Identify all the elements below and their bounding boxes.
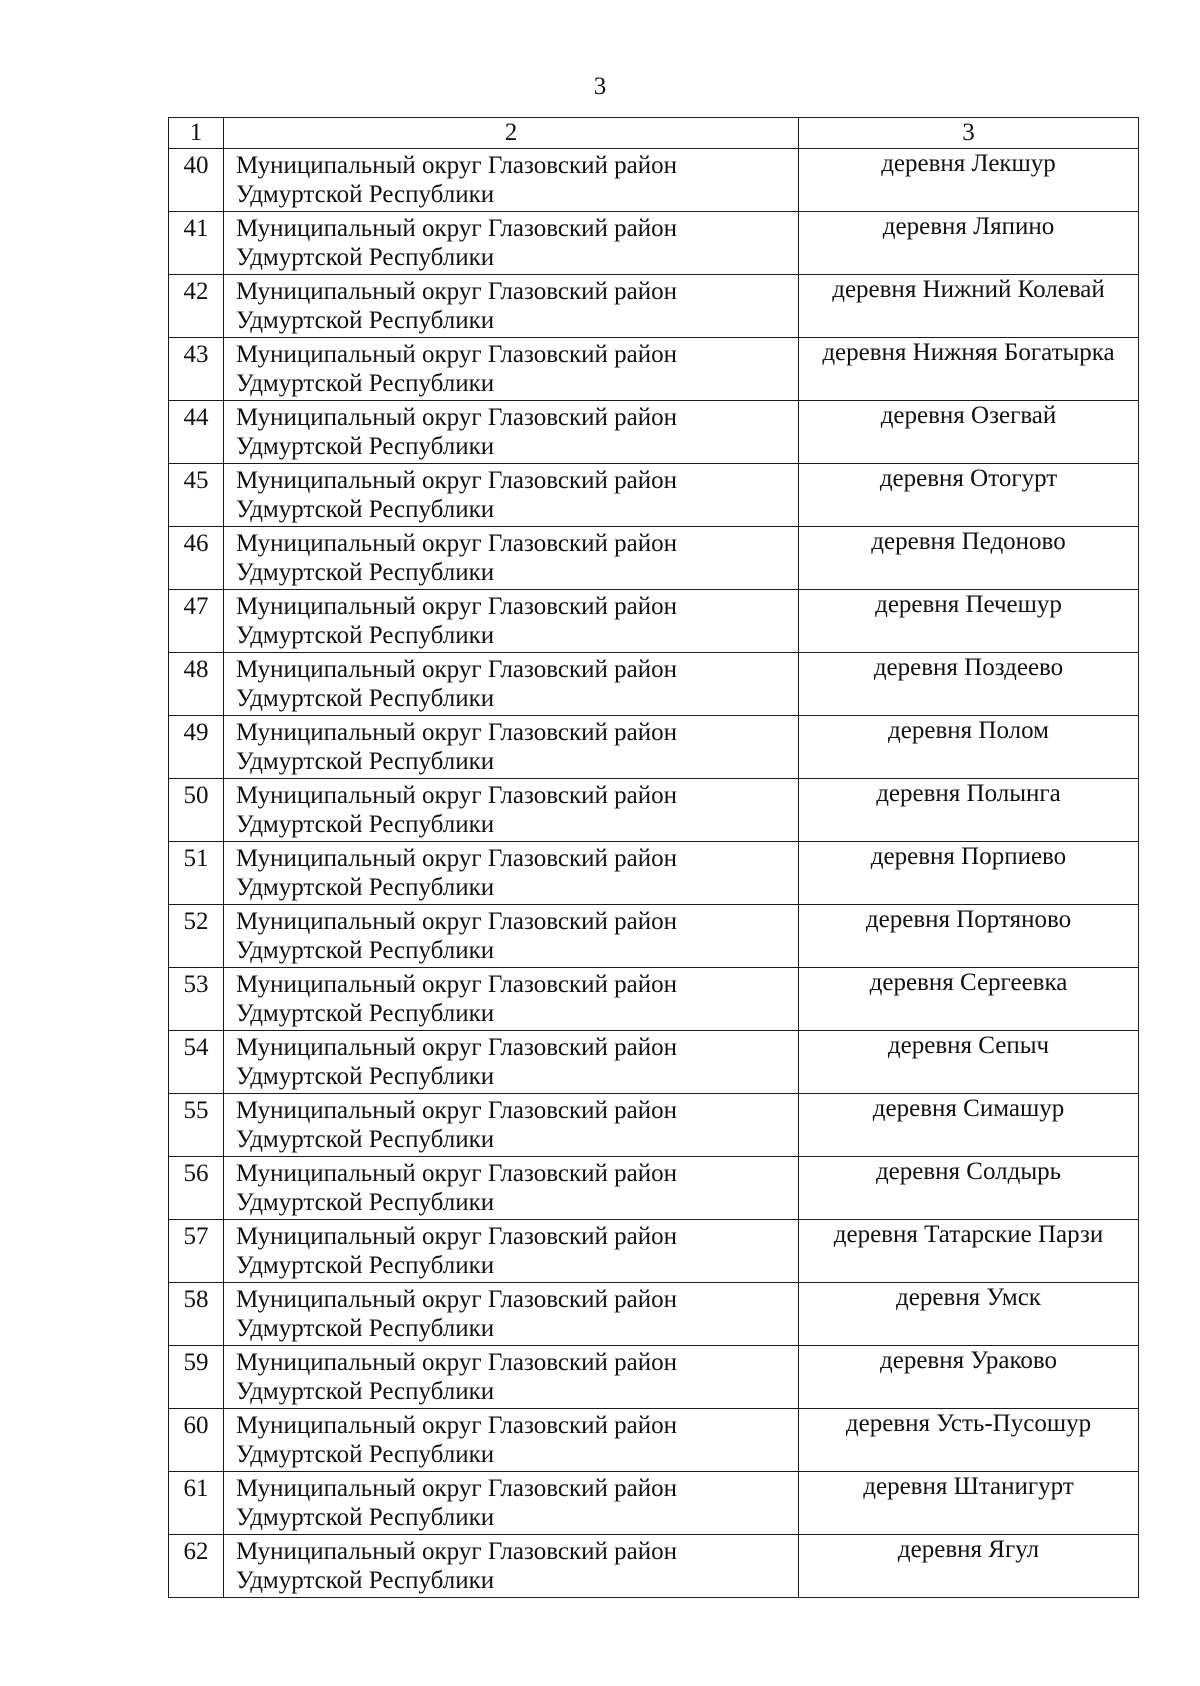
district-cell: Муниципальный округ Глазовский район Удмуртской Республики: [224, 590, 799, 653]
row-number-cell: 60: [169, 1409, 224, 1472]
row-number-cell: 51: [169, 842, 224, 905]
table-row: [169, 779, 1139, 842]
district-cell: Муниципальный округ Глазовский район Удмуртской Республики: [224, 1157, 799, 1220]
table-row: [169, 212, 1139, 275]
district-cell: Муниципальный округ Глазовский район Удмуртской Республики: [224, 464, 799, 527]
district-cell: Муниципальный округ Глазовский район Удмуртской Республики: [224, 275, 799, 338]
settlement-cell: деревня Лекшур: [799, 149, 1139, 212]
table-row: [169, 1535, 1139, 1598]
district-cell: Муниципальный округ Глазовский район Удмуртской Республики: [224, 1472, 799, 1535]
settlement-cell: деревня Нижний Колевай: [799, 275, 1139, 338]
district-cell: Муниципальный округ Глазовский район Удмуртской Республики: [224, 401, 799, 464]
settlements-table: [168, 117, 1139, 1598]
settlement-cell: деревня Педоново: [799, 527, 1139, 590]
table-row: [169, 716, 1139, 779]
table-row: [169, 653, 1139, 716]
row-number-cell: 58: [169, 1283, 224, 1346]
table-row: [169, 1409, 1139, 1472]
row-number-cell: 57: [169, 1220, 224, 1283]
settlement-cell: деревня Симашур: [799, 1094, 1139, 1157]
district-cell: Муниципальный округ Глазовский район Удмуртской Республики: [224, 212, 799, 275]
row-number-cell: 52: [169, 905, 224, 968]
district-cell: Муниципальный округ Глазовский район Удмуртской Республики: [224, 1283, 799, 1346]
settlement-cell: деревня Солдырь: [799, 1157, 1139, 1220]
row-number-cell: 40: [169, 149, 224, 212]
table-row: [169, 905, 1139, 968]
row-number-cell: 48: [169, 653, 224, 716]
district-cell: Муниципальный округ Глазовский район Удмуртской Республики: [224, 1220, 799, 1283]
settlement-cell: деревня Полом: [799, 716, 1139, 779]
district-cell: Муниципальный округ Глазовский район Удмуртской Республики: [224, 968, 799, 1031]
table-row: [169, 1472, 1139, 1535]
table-row: [169, 1157, 1139, 1220]
settlement-cell: деревня Озегвай: [799, 401, 1139, 464]
settlement-cell: деревня Татарские Парзи: [799, 1220, 1139, 1283]
settlement-cell: деревня Полынга: [799, 779, 1139, 842]
settlement-cell: деревня Усть-Пусошур: [799, 1409, 1139, 1472]
table-row: [169, 1031, 1139, 1094]
table-row: [169, 1346, 1139, 1409]
settlement-cell: деревня Портяново: [799, 905, 1139, 968]
row-number-cell: 50: [169, 779, 224, 842]
table-header: [169, 118, 1139, 149]
settlement-cell: деревня Сепыч: [799, 1031, 1139, 1094]
settlement-cell: деревня Печешур: [799, 590, 1139, 653]
table-row: [169, 1220, 1139, 1283]
header-row: [169, 118, 1139, 149]
row-number-cell: 47: [169, 590, 224, 653]
column-header-2: 2: [224, 118, 799, 149]
settlement-cell: деревня Поздеево: [799, 653, 1139, 716]
table-row: [169, 968, 1139, 1031]
table-row: [169, 338, 1139, 401]
district-cell: Муниципальный округ Глазовский район Удмуртской Республики: [224, 149, 799, 212]
page-number: 3: [593, 73, 607, 100]
row-number-cell: 46: [169, 527, 224, 590]
settlement-cell: деревня Штанигурт: [799, 1472, 1139, 1535]
settlement-cell: деревня Порпиево: [799, 842, 1139, 905]
row-number-cell: 49: [169, 716, 224, 779]
table-row: [169, 1094, 1139, 1157]
row-number-cell: 44: [169, 401, 224, 464]
table-row: [169, 464, 1139, 527]
settlement-cell: деревня Ляпино: [799, 212, 1139, 275]
table-row: [169, 275, 1139, 338]
settlement-cell: деревня Ураково: [799, 1346, 1139, 1409]
settlement-cell: деревня Ягул: [799, 1535, 1139, 1598]
table-row: [169, 842, 1139, 905]
district-cell: Муниципальный округ Глазовский район Удмуртской Республики: [224, 1094, 799, 1157]
district-cell: Муниципальный округ Глазовский район Удмуртской Республики: [224, 1346, 799, 1409]
row-number-cell: 41: [169, 212, 224, 275]
column-header-1: 1: [169, 118, 224, 149]
district-cell: Муниципальный округ Глазовский район Удмуртской Республики: [224, 1031, 799, 1094]
table-row: [169, 1283, 1139, 1346]
district-cell: Муниципальный округ Глазовский район Удмуртской Республики: [224, 905, 799, 968]
settlement-cell: деревня Отогурт: [799, 464, 1139, 527]
row-number-cell: 53: [169, 968, 224, 1031]
row-number-cell: 54: [169, 1031, 224, 1094]
district-cell: Муниципальный округ Глазовский район Удмуртской Республики: [224, 338, 799, 401]
district-cell: Муниципальный округ Глазовский район Удмуртской Республики: [224, 527, 799, 590]
row-number-cell: 62: [169, 1535, 224, 1598]
table-row: [169, 149, 1139, 212]
row-number-cell: 42: [169, 275, 224, 338]
table-body: [169, 149, 1139, 1598]
column-header-3: 3: [799, 118, 1139, 149]
row-number-cell: 59: [169, 1346, 224, 1409]
row-number-cell: 55: [169, 1094, 224, 1157]
district-cell: Муниципальный округ Глазовский район Удмуртской Республики: [224, 653, 799, 716]
row-number-cell: 43: [169, 338, 224, 401]
row-number-cell: 45: [169, 464, 224, 527]
table-row: [169, 527, 1139, 590]
table-row: [169, 401, 1139, 464]
district-cell: Муниципальный округ Глазовский район Удмуртской Республики: [224, 716, 799, 779]
district-cell: Муниципальный округ Глазовский район Удмуртской Республики: [224, 779, 799, 842]
district-cell: Муниципальный округ Глазовский район Удмуртской Республики: [224, 1535, 799, 1598]
settlement-cell: деревня Сергеевка: [799, 968, 1139, 1031]
settlement-cell: деревня Нижняя Богатырка: [799, 338, 1139, 401]
row-number-cell: 56: [169, 1157, 224, 1220]
row-number-cell: 61: [169, 1472, 224, 1535]
table-row: [169, 590, 1139, 653]
district-cell: Муниципальный округ Глазовский район Удмуртской Республики: [224, 1409, 799, 1472]
settlement-cell: деревня Умск: [799, 1283, 1139, 1346]
district-cell: Муниципальный округ Глазовский район Удмуртской Республики: [224, 842, 799, 905]
